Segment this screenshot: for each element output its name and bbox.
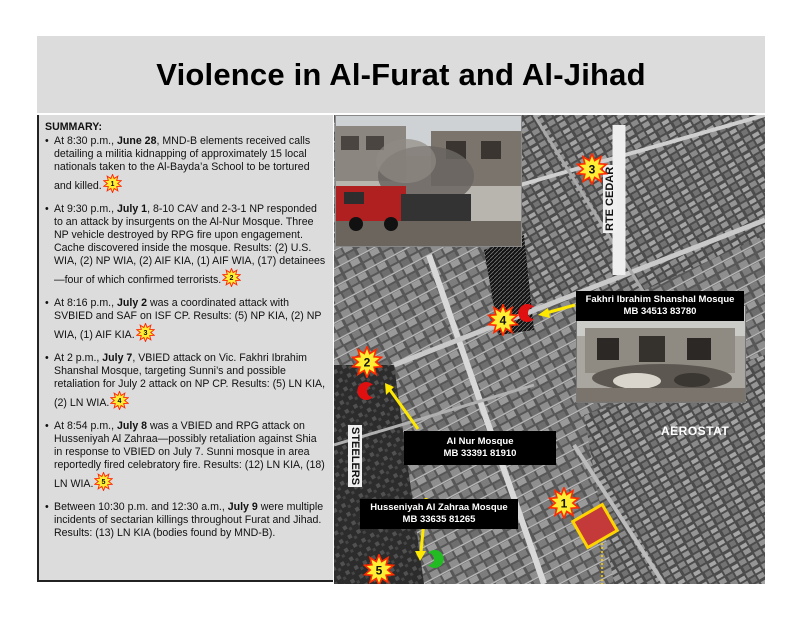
summary-item-date: July 8 (117, 420, 148, 432)
summary-marker (103, 174, 122, 197)
map-burst-icon-3 (576, 153, 608, 185)
caption-fakhri-name: Fakhri Ibrahim Shanshal Mosque (585, 294, 735, 305)
summary-burst-icon-2 (222, 268, 241, 287)
summary-burst-icon-2-number: 2 (229, 274, 234, 283)
summary-burst-icon-4-number: 4 (117, 397, 122, 406)
map-burst-icon-2 (351, 346, 383, 378)
summary-item-date: June 28 (117, 135, 157, 147)
map-burst-icon-5-number: 5 (375, 563, 383, 578)
summary-heading: SUMMARY: (45, 121, 103, 133)
summary-item-text: was a VBIED and RPG attack on Husseniyah Al Zahraa—possibly retaliation against Shia in response to VBIED on July 7. Sunni mosque in area reportedly fired celebratory fire. Results: (12) LN KIA, (18) LN WIA. (54, 420, 325, 490)
caption-zahraa-mosque (360, 499, 518, 529)
summary-item-date: July 1 (117, 203, 148, 215)
summary-item (45, 501, 327, 540)
summary-marker (94, 472, 113, 495)
summary-item (45, 297, 327, 346)
summary-item (45, 203, 327, 291)
slide-title: Violence in Al-Furat and Al-Jihad (156, 56, 646, 92)
summary-item-prefix: At 8:30 p.m., (54, 135, 118, 147)
title-bar (37, 36, 765, 113)
summary-item-text: , 8-10 CAV and 2-3-1 NP responded to an attack by insurgents on the Al-Nur Mosque. Three NP vehicle destroyed by RPG fire upon engagement. Cache discovered inside the mosque. Results: (2) U.S. WIA, (2) NP WIA, (2) AIF KIA, (1) AIF WIA, (17) detainees—four of which confirmed terrorists. (54, 203, 326, 286)
map-marker-3 (576, 153, 608, 190)
summary-item-text: was a coordinated attack with SVBIED and SAF on ISF CP. Results: (5) NP KIA, (2) NP WIA, (1) AIF KIA. (54, 297, 322, 341)
summary-item-date: July 7 (102, 352, 133, 364)
summary-burst-icon-1-number: 1 (110, 180, 115, 189)
slide (37, 36, 765, 584)
summary-burst-icon-4 (110, 391, 129, 410)
summary-item-text: , VBIED attack on Vic. Fakhri Ibrahim Shanshal Mosque, targeting Sunni’s and possible retaliation for July 2 attack on NP CP. Results: (5) LN KIA, (2) LN WIA. (54, 352, 326, 409)
summary-item (45, 135, 327, 197)
map-marker-1 (548, 487, 580, 524)
summary-item-prefix: At 9:30 p.m., (54, 203, 118, 215)
summary-panel (37, 115, 333, 582)
summary-item-text: , MND-B elements received calls detailing a militia kidnapping of approximately 15 local nationals taken to the Al-Bayda’a School to be tortured and killed. (54, 135, 311, 192)
summary-burst-icon-3 (136, 323, 155, 342)
summary-item-prefix: At 8:16 p.m., (54, 297, 118, 309)
summary-item (45, 352, 327, 414)
map-burst-icon-3-number: 3 (588, 162, 596, 177)
summary-item (45, 420, 327, 495)
summary-marker (110, 391, 129, 414)
caption-nur-grid: MB 33391 81910 (443, 448, 517, 459)
label-aerostat: AEROSTAT (661, 424, 730, 438)
summary-item-date: July 2 (117, 297, 148, 309)
map-marker-5 (363, 554, 395, 584)
summary-marker (222, 268, 241, 291)
map-marker-4 (487, 304, 519, 341)
map-burst-icon-2-number: 2 (363, 355, 371, 370)
label-rte-cedar: RTE CEDAR (604, 166, 616, 231)
summary-burst-icon-5 (94, 472, 113, 491)
summary-item-date: July 9 (227, 501, 258, 513)
summary-item-prefix: At 8:54 p.m., (54, 420, 118, 432)
caption-nur-name: Al Nur Mosque (446, 436, 514, 447)
caption-fakhri-mosque (576, 291, 744, 321)
summary-burst-icon-1 (103, 174, 122, 193)
map-burst-icon-5 (363, 554, 395, 584)
summary-marker (136, 323, 155, 346)
map-marker-2 (351, 346, 383, 383)
photo-burned-vehicle (335, 115, 522, 247)
map-panel (334, 115, 765, 584)
map-burst-icon-4 (487, 304, 519, 336)
caption-zahraa-grid: MB 33635 81265 (402, 514, 476, 525)
summary-item-prefix: At 2 p.m., (54, 352, 103, 364)
summary-item-prefix: Between 10:30 p.m. and 12:30 a.m., (54, 501, 228, 513)
caption-fakhri-grid: MB 34513 83780 (623, 306, 697, 317)
caption-zahraa-name: Husseniyah Al Zahraa Mosque (370, 502, 508, 513)
summary-item-text: were multiple incidents of sectarian killings throughout Furat and Jihad. Results: (13) LN KIA (bodies found by MND-B). (54, 501, 324, 539)
map-burst-icon-1 (548, 487, 580, 519)
caption-nur-mosque (404, 431, 556, 465)
summary-list (45, 135, 327, 540)
label-steelers: STEELERS (349, 427, 361, 486)
summary-burst-icon-3-number: 3 (143, 329, 148, 338)
map-burst-icon-4-number: 4 (499, 313, 507, 328)
map-burst-icon-1-number: 1 (560, 496, 568, 511)
summary-burst-icon-5-number: 5 (101, 478, 106, 487)
